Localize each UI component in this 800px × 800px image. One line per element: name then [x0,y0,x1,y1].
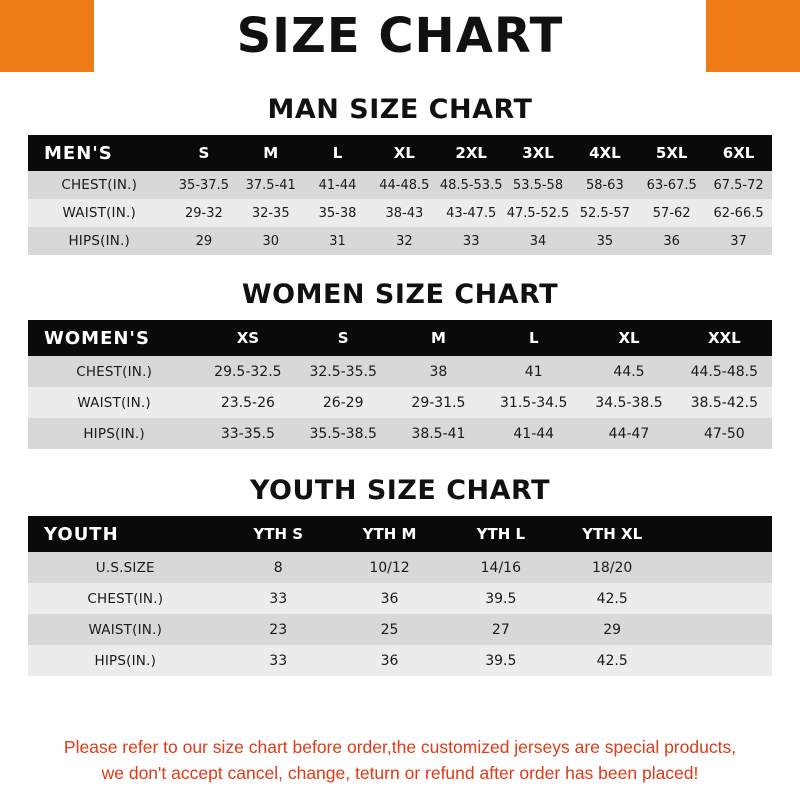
table-row [28,356,772,387]
women-header-s: S [296,320,391,356]
women-hips-xxl: 47-50 [677,418,772,449]
men-header-4xl: 4XL [571,135,638,171]
women-chest-xxl: 44.5-48.5 [677,356,772,387]
men-hips-5xl: 36 [638,227,705,255]
men-hips-6xl: 37 [705,227,772,255]
women-waist-l: 31.5-34.5 [486,387,581,418]
men-table-body [28,171,772,255]
women-header-corner: WOMEN'S [28,320,200,356]
youth-chest-l: 39.5 [445,583,556,614]
youth-header-xl: YTH XL [556,516,667,552]
table-row [28,645,772,676]
men-table-wrap [28,135,772,255]
youth-chest-spacer [668,583,772,614]
women-header-xxl: XXL [677,320,772,356]
men-chest-3xl: 53.5-58 [505,171,572,199]
men-hips-4xl: 35 [571,227,638,255]
women-hips-xl: 44-47 [581,418,676,449]
youth-ussize-l: 14/16 [445,552,556,583]
men-hips-3xl: 34 [505,227,572,255]
women-hips-xs: 33-35.5 [200,418,295,449]
men-hips-s: 29 [170,227,237,255]
women-header-m: M [391,320,486,356]
section-title-youth: YOUTH SIZE CHART [249,475,551,506]
youth-header-spacer [668,516,772,552]
women-chest-m: 38 [391,356,486,387]
men-header-s: S [170,135,237,171]
men-header-2xl: 2XL [438,135,505,171]
men-chest-6xl: 67.5-72 [705,171,772,199]
youth-row-hips-label: HIPS(IN.) [28,645,223,676]
section-title-women: WOMEN SIZE CHART [241,279,559,310]
table-row [28,583,772,614]
youth-chest-m: 36 [334,583,445,614]
table-header-row [28,320,772,356]
women-table-body [28,356,772,449]
women-header-xl: XL [581,320,676,356]
men-chest-xl: 44-48.5 [371,171,438,199]
men-header-m: M [237,135,304,171]
men-waist-xl: 38-43 [371,199,438,227]
youth-header-l: YTH L [445,516,556,552]
men-waist-s: 29-32 [170,199,237,227]
women-chest-s: 32.5-35.5 [296,356,391,387]
men-row-waist-label: WAIST(IN.) [28,199,170,227]
footer-line-2: we don't accept cancel, change, teturn or refund after order has been placed! [101,762,699,783]
women-waist-xl: 34.5-38.5 [581,387,676,418]
men-row-hips-label: HIPS(IN.) [28,227,170,255]
women-row-waist-label: WAIST(IN.) [28,387,200,418]
men-hips-2xl: 33 [438,227,505,255]
table-row [28,199,772,227]
women-table-head [28,320,772,356]
youth-waist-s: 23 [223,614,334,645]
men-hips-l: 31 [304,227,371,255]
youth-table-body [28,552,772,676]
women-waist-s: 26-29 [296,387,391,418]
women-hips-l: 41-44 [486,418,581,449]
table-row [28,171,772,199]
women-table-wrap [28,320,772,449]
youth-chest-s: 33 [223,583,334,614]
youth-row-ussize-label: U.S.SIZE [28,552,223,583]
youth-waist-m: 25 [334,614,445,645]
youth-waist-spacer [668,614,772,645]
women-hips-s: 35.5-38.5 [296,418,391,449]
youth-row-waist-label: WAIST(IN.) [28,614,223,645]
men-chest-4xl: 58-63 [571,171,638,199]
youth-ussize-m: 10/12 [334,552,445,583]
youth-ussize-xl: 18/20 [556,552,667,583]
header-banner-inner [94,0,706,72]
table-row [28,387,772,418]
women-row-chest-label: CHEST(IN.) [28,356,200,387]
youth-chest-xl: 42.5 [556,583,667,614]
women-row-hips-label: HIPS(IN.) [28,418,200,449]
men-hips-m: 30 [237,227,304,255]
men-waist-l: 35-38 [304,199,371,227]
men-waist-m: 32-35 [237,199,304,227]
youth-row-chest-label: CHEST(IN.) [28,583,223,614]
women-header-l: L [486,320,581,356]
men-chest-2xl: 48.5-53.5 [438,171,505,199]
youth-hips-m: 36 [334,645,445,676]
table-header-row [28,135,772,171]
page-title: SIZE CHART [236,8,564,64]
men-header-corner: MEN'S [28,135,170,171]
women-size-table [28,320,772,449]
footer-disclaimer [0,734,800,787]
youth-hips-xl: 42.5 [556,645,667,676]
men-waist-2xl: 43-47.5 [438,199,505,227]
table-row [28,227,772,255]
youth-hips-l: 39.5 [445,645,556,676]
women-chest-l: 41 [486,356,581,387]
men-header-3xl: 3XL [505,135,572,171]
men-chest-5xl: 63-67.5 [638,171,705,199]
men-header-5xl: 5XL [638,135,705,171]
table-row [28,418,772,449]
men-chest-s: 35-37.5 [170,171,237,199]
section-title-man: MAN SIZE CHART [267,94,533,125]
men-waist-5xl: 57-62 [638,199,705,227]
men-header-xl: XL [371,135,438,171]
men-waist-4xl: 52.5-57 [571,199,638,227]
men-chest-m: 37.5-41 [237,171,304,199]
men-chest-l: 41-44 [304,171,371,199]
youth-hips-spacer [668,645,772,676]
women-chest-xs: 29.5-32.5 [200,356,295,387]
youth-hips-s: 33 [223,645,334,676]
women-waist-m: 29-31.5 [391,387,486,418]
youth-table-wrap [28,516,772,676]
men-table-head [28,135,772,171]
table-row [28,614,772,645]
men-hips-xl: 32 [371,227,438,255]
men-row-chest-label: CHEST(IN.) [28,171,170,199]
women-waist-xxl: 38.5-42.5 [677,387,772,418]
men-header-l: L [304,135,371,171]
women-hips-m: 38.5-41 [391,418,486,449]
youth-header-s: YTH S [223,516,334,552]
youth-ussize-spacer [668,552,772,583]
men-size-table [28,135,772,255]
youth-waist-xl: 29 [556,614,667,645]
table-row [28,552,772,583]
men-waist-6xl: 62-66.5 [705,199,772,227]
header-banner [0,0,800,72]
men-waist-3xl: 47.5-52.5 [505,199,572,227]
youth-size-table [28,516,772,676]
table-header-row [28,516,772,552]
women-chest-xl: 44.5 [581,356,676,387]
youth-ussize-s: 8 [223,552,334,583]
women-header-xs: XS [200,320,295,356]
footer-line-1: Please refer to our size chart before order,the customized jerseys are special products, [63,736,737,757]
youth-header-m: YTH M [334,516,445,552]
women-waist-xs: 23.5-26 [200,387,295,418]
youth-waist-l: 27 [445,614,556,645]
youth-header-corner: YOUTH [28,516,223,552]
youth-table-head [28,516,772,552]
men-header-6xl: 6XL [705,135,772,171]
